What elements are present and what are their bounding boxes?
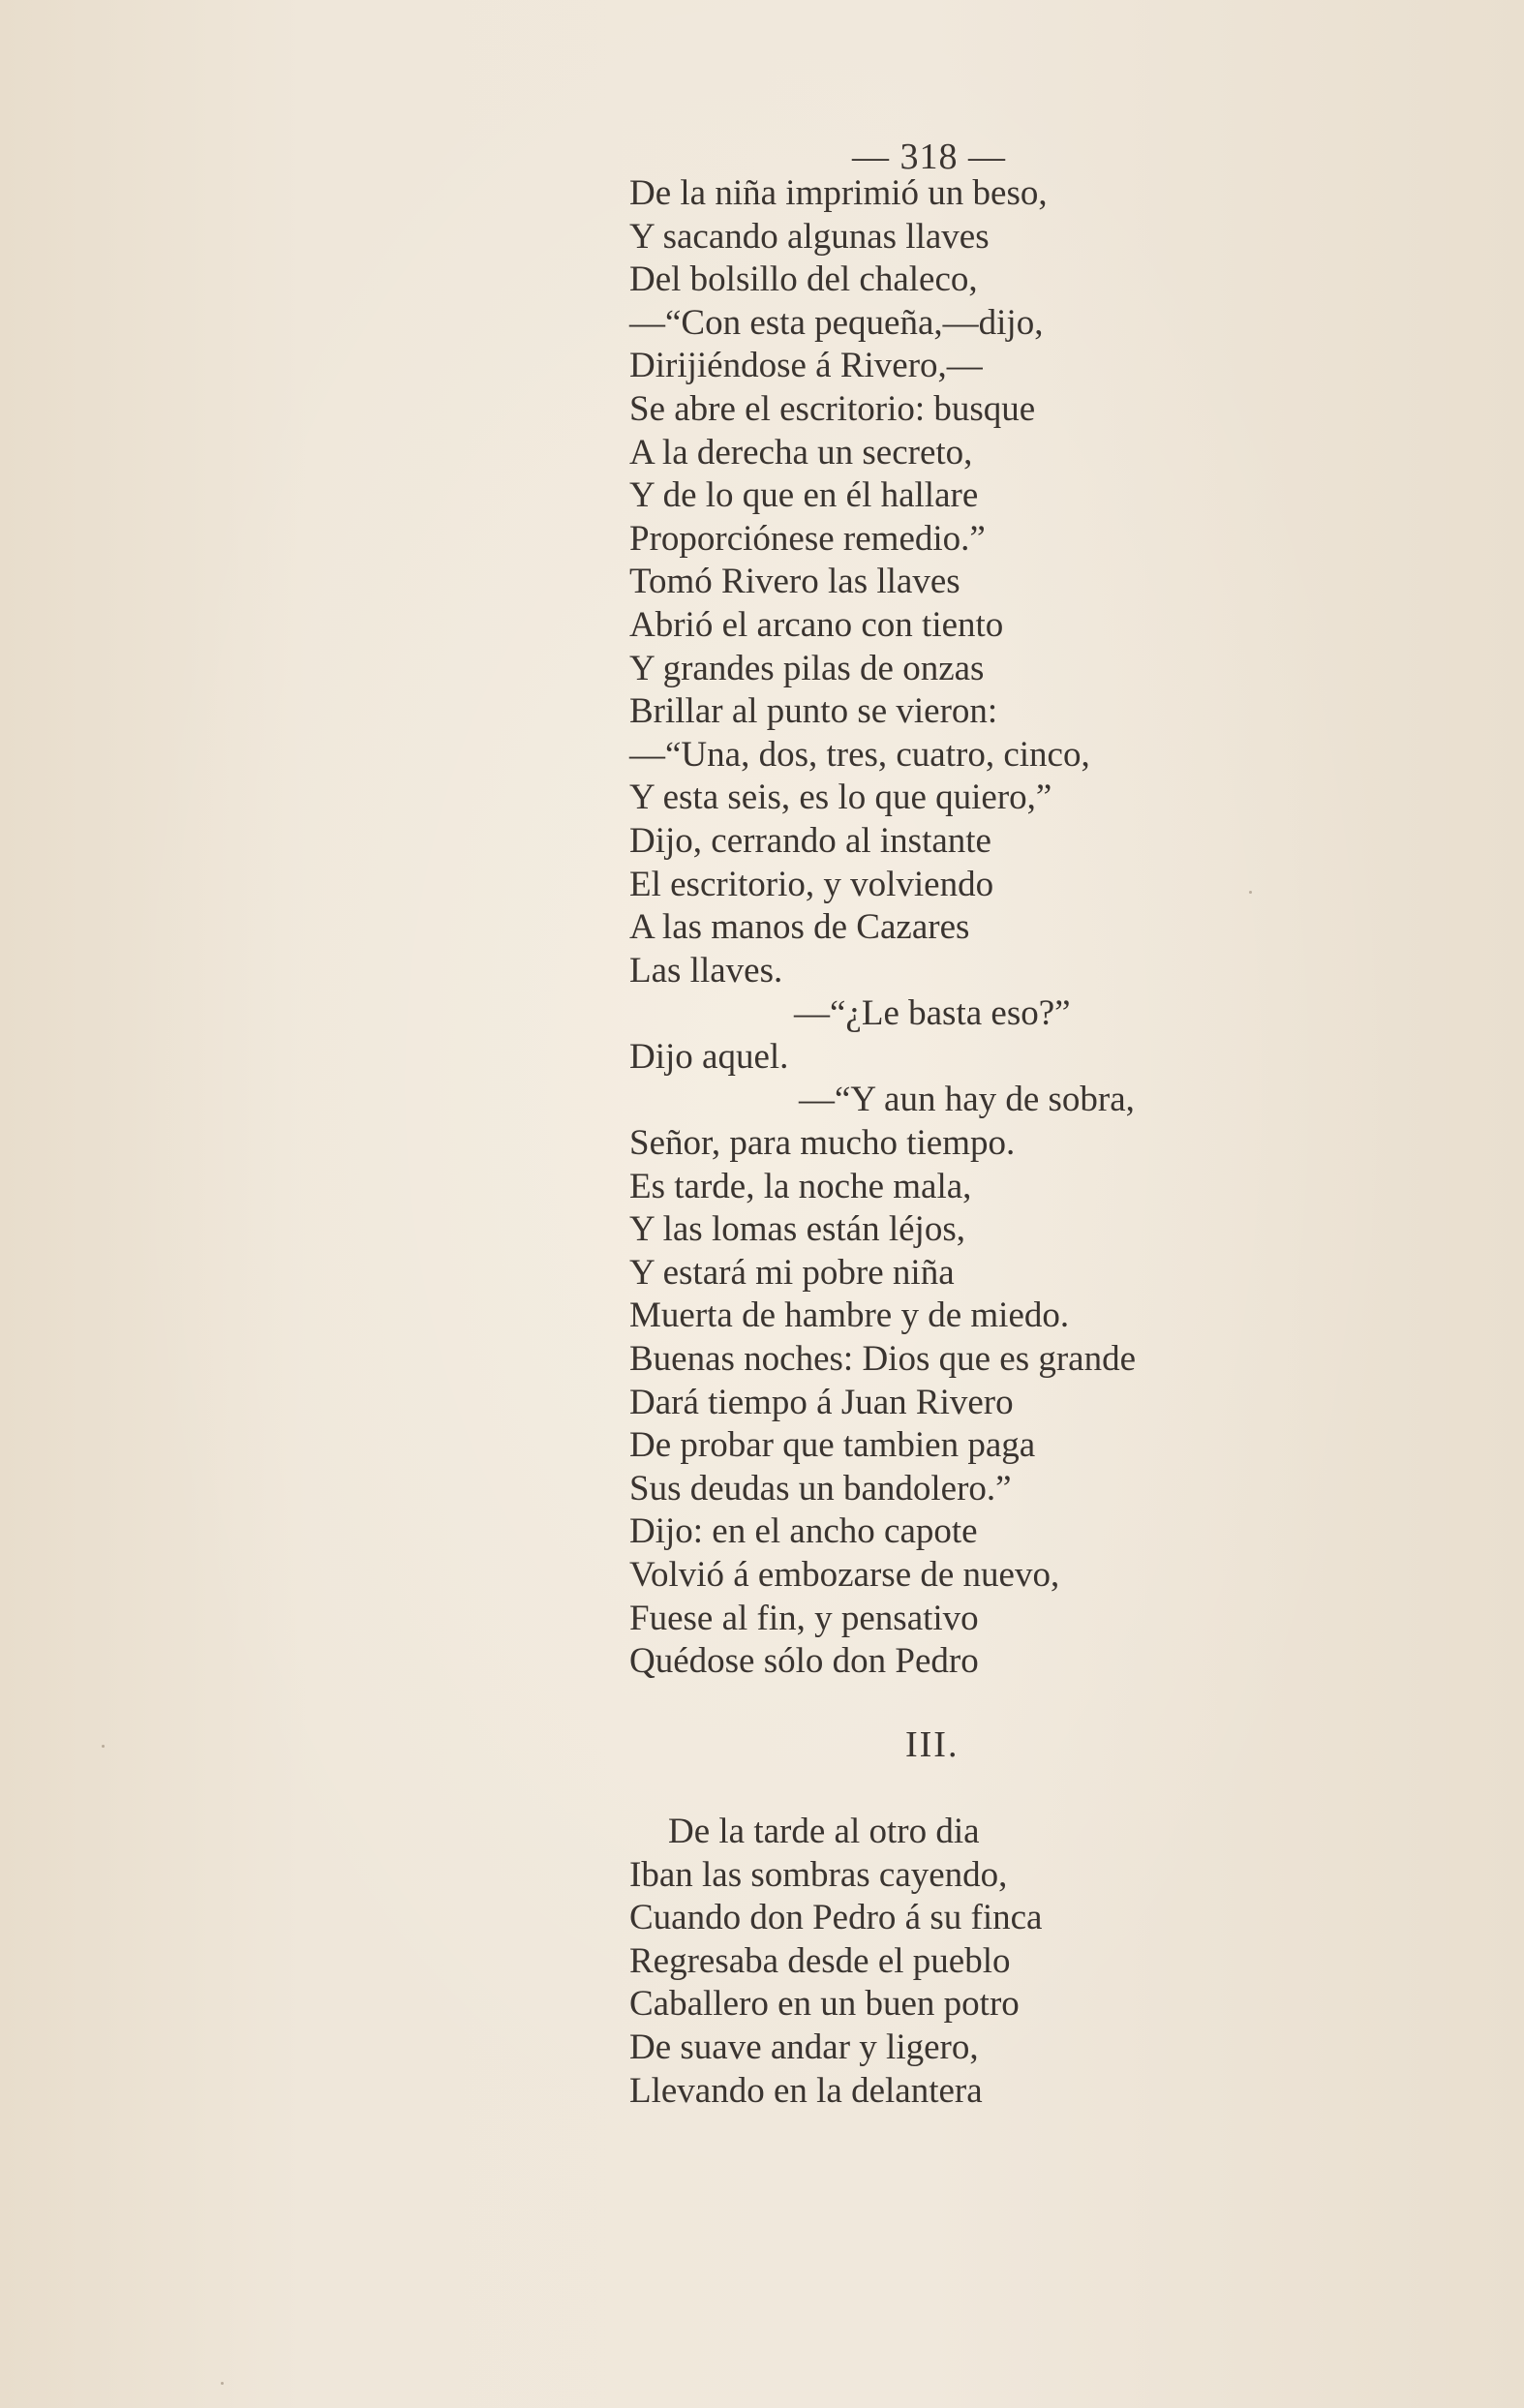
verse-line: Dijo aquel.: [629, 1036, 789, 1077]
verse-line: Sus deudas un bandolero.”: [629, 1468, 1012, 1509]
verse-line: De la niña imprimió un beso,: [629, 173, 1048, 213]
verse-line: —“¿Le basta eso?”: [794, 993, 1071, 1034]
paper-fleck: [1249, 891, 1252, 894]
paper-fleck: [221, 2382, 224, 2385]
verse-line: A la derecha un secreto,: [629, 432, 973, 472]
verse-block-2: [629, 1811, 1307, 2113]
verse-line: Se abre el escritorio: busque: [629, 388, 1036, 429]
verse-line: Quédose sólo don Pedro: [629, 1641, 979, 1682]
verse-line: Dijo: en el ancho capote: [629, 1511, 978, 1552]
page-number: — 318 —: [852, 137, 1006, 177]
verse-line: —“Con esta pequeña,—dijo,: [629, 302, 1044, 343]
verse-line: Las llaves.: [629, 950, 783, 991]
verse-line: Buenas noches: Dios que es grande: [629, 1339, 1137, 1380]
verse-line: Dijo, cerrando al instante: [629, 820, 991, 861]
verse-block-1: [629, 172, 1307, 1684]
section-heading: III.: [905, 1724, 960, 1765]
verse-line: Proporciónese remedio.”: [629, 518, 986, 559]
verse-line: Dirijiéndose á Rivero,—: [629, 346, 983, 386]
verse-line: Y estará mi pobre niña: [629, 1252, 955, 1293]
verse-line: Es tarde, la noche mala,: [629, 1166, 972, 1206]
verse-line: Brillar al punto se vieron:: [629, 691, 998, 732]
verse-line: Del bolsillo del chaleco,: [629, 259, 978, 300]
verse-line: Y grandes pilas de onzas: [629, 648, 985, 688]
verse-line: De la tarde al otro dia: [668, 1812, 980, 1851]
verse-line: Iban las sombras cayendo,: [629, 1854, 1008, 1895]
verse-line: Fuese al fin, y pensativo: [629, 1598, 979, 1638]
verse-line: Y de lo que en él hallare: [629, 475, 979, 516]
verse-line: Y sacando algunas llaves: [629, 216, 990, 257]
verse-line: Regresaba desde el pueblo: [629, 1940, 1011, 1981]
verse-line: Y esta seis, es lo que quiero,”: [629, 777, 1052, 818]
verse-line: Y las lomas están léjos,: [629, 1209, 965, 1250]
verse-line: El escritorio, y volviendo: [629, 864, 994, 904]
verse-line: De suave andar y ligero,: [629, 2027, 979, 2067]
paper-fleck: [102, 1745, 105, 1748]
verse-line: Muerta de hambre y de miedo.: [629, 1295, 1070, 1336]
verse-line: Abrió el arcano con tiento: [629, 604, 1004, 645]
verse-line: Dará tiempo á Juan Rivero: [629, 1382, 1014, 1422]
verse-line: —“Y aun hay de sobra,: [799, 1080, 1135, 1120]
verse-line: Caballero en un buen potro: [629, 1984, 1020, 2025]
verse-line: Llevando en la delantera: [629, 2070, 983, 2111]
verse-line: Volvió á embozarse de nuevo,: [629, 1555, 1060, 1595]
verse-line: Cuando don Pedro á su finca: [629, 1898, 1043, 1938]
verse-line: —“Una, dos, tres, cuatro, cinco,: [629, 734, 1090, 775]
verse-line: Señor, para mucho tiempo.: [629, 1123, 1016, 1164]
verse-line: De probar que tambien paga: [629, 1425, 1036, 1466]
verse-line: Tomó Rivero las llaves: [629, 562, 960, 602]
verse-line: A las manos de Cazares: [629, 907, 970, 948]
